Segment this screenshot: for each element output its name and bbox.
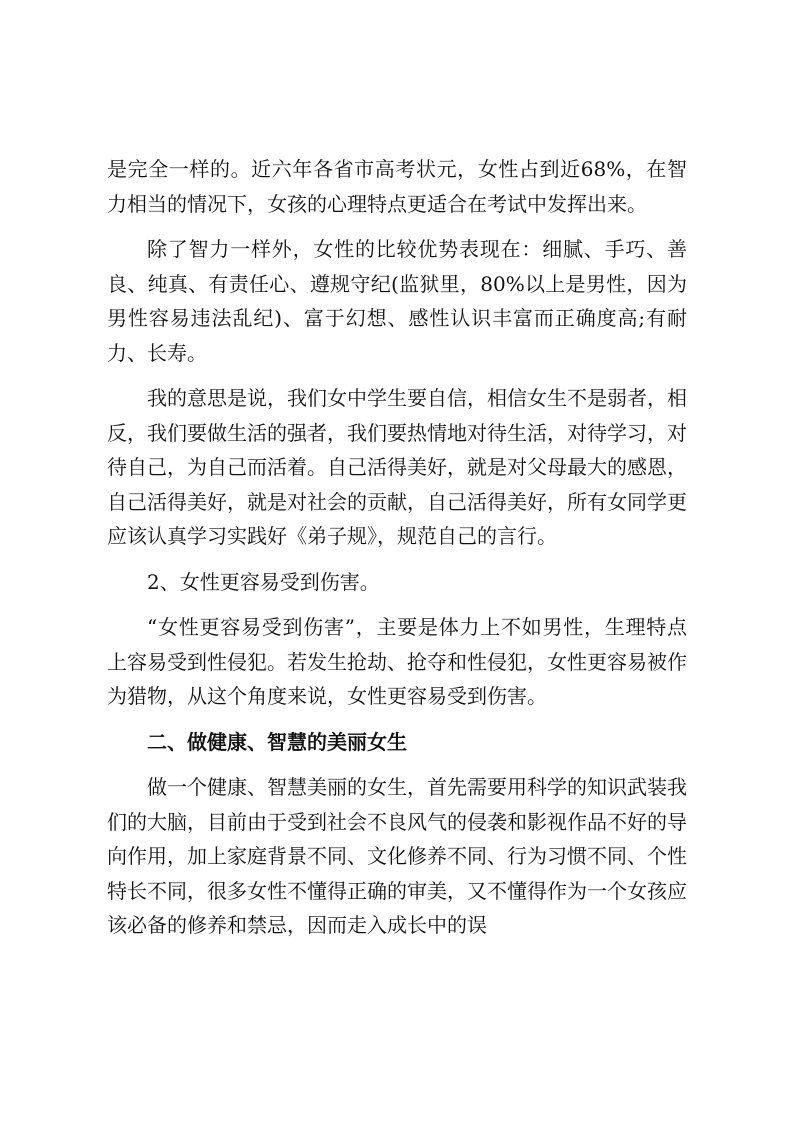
paragraph-more-vulnerable: “女性更容易受到伤害”，主要是体力上不如男性，生理特点上容易受到性侵犯。若发生抢劫、抢夺和性侵犯，女性更容易被作为猎物，从这个角度来说，女性更容易受到伤害。 [107,615,687,708]
section-title-more-vulnerable: 2、女性更容易受到伤害。 [147,569,380,594]
section-heading-healthy-wise: 二、做健康、智慧的美丽女生 [147,729,407,754]
paragraph-be-confident: 我的意思是说，我们女中学生要自信，相信女生不是弱者，相反，我们要做生活的强者，我们要热情地对待生活，对待学习，对待自己，为自己而活着。自己活得美好，就是对父母最大的感恩，自己活得美好，就是对社会的贡献，自己活得美好，所有女同学更应该认真学习实践好《弟子规》，规范自己的言行。 [107,386,687,548]
paragraph-top-exam-champions: 是完全一样的。近六年各省市高考状元，女性占到近68%，在智力相当的情况下，女孩的心理特点更适合在考试中发挥出来。 [107,157,687,216]
document-page [107,152,687,943]
paragraph-female-advantages: 除了智力一样外，女性的比较优势表现在：细腻、手巧、善良、纯真、有责任心、遵规守纪(监狱里，80%以上是男性，因为男性容易违法乱纪)、富于幻想、感性认识丰富而正确度高;有耐力、长寿。 [107,237,687,365]
paragraph-healthy-wise: 做一个健康、智慧美丽的女生，首先需要用科学的知识武装我们的大脑，目前由于受到社会不良风气的侵袭和影视作品不好的导向作用，加上家庭背景不同、文化修养不同、行为习惯不同、个性特长不同，很多女性不懂得正确的审美，又不懂得作为一个女孩应该必备的修养和禁忌，因而走入成长中的误 [107,775,687,937]
